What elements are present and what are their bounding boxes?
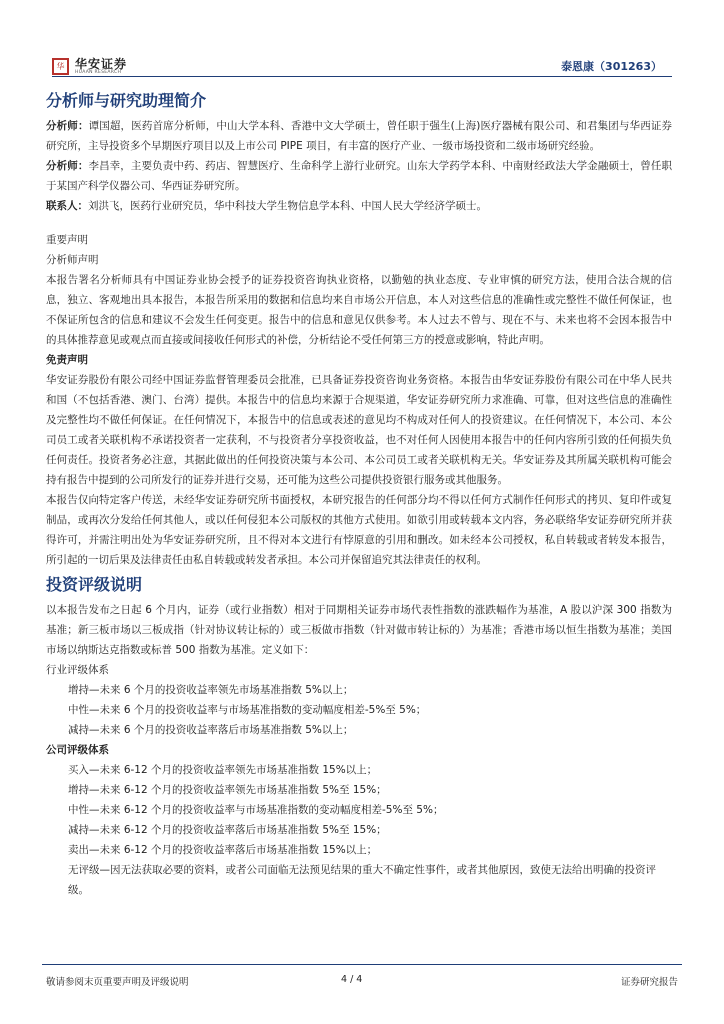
contact-label: 联系人： (46, 200, 88, 212)
industry-rating-item: 增持—未来 6 个月的投资收益率领先市场基准指数 5%以上； (68, 684, 354, 696)
logo-name-cn: 华安证券 (75, 57, 128, 71)
page-body (46, 90, 672, 900)
analyst-statement-title: 分析师声明 (46, 254, 99, 266)
industry-rating-list (46, 680, 672, 740)
exemption-paragraph-2: 本报告仅向特定客户传送，未经华安证券研究所书面授权，本研究报告的任何部分均不得以任何方式制作任何形式的拷贝、复印件或复制品，或再次分发给任何其他人，或以任何侵犯本公司版权的其他方式使用。如欲引用或转载本文内容，务必联络华安证券研究所并获得许可，并需注明出处为华安证券研究所，且不得对本文进行有悖原意的引用和删改。如未经本公司授权，私自转载或者转发本报告，所引起的一切后果及法律责任由私自转载或转发者承担。本公司并保留追究其法律责任的权利。 (46, 494, 672, 566)
analyst-statement-text: 本报告署名分析师具有中国证券业协会授予的证券投资咨询执业资格，以勤勉的执业态度、专业审慎的研究方法，使用合法合规的信息，独立、客观地出具本报告，本报告所采用的数据和信息均来自市场公开信息，本人对这些信息的准确性或完整性不做任何保证，也不保证所包含的信息和建议不会发生任何变更。报告中的信息和意见仅供参考。本人过去不曾与、现在不与、未来也将不会因本报告中的具体推荐意见或观点而直接或间接收任何形式的补偿，分析结论不受任何第三方的授意或影响，特此声明。 (46, 274, 672, 346)
footer-divider (42, 964, 682, 965)
footer-notice: 敬请参阅末页重要声明及评级说明 (46, 977, 189, 988)
company-rating-item: 卖出—未来 6-12 个月的投资收益率落后市场基准指数 15%以上； (68, 844, 378, 856)
analyst-1-label: 分析师： (46, 120, 89, 132)
no-rating-item: 无评级—因无法获取必要的资料，或者公司面临无法预见结果的重大不确定性事件，或者其他原因，致使无法给出明确的投资评级。 (68, 864, 656, 896)
analyst-2-bio (46, 156, 672, 196)
contact-text: 刘洪飞，医药行业研究员，华中科技大学生物信息学本科、中国人民大学经济学硕士。 (88, 200, 487, 212)
footer-report-type: 证券研究报告 (620, 977, 678, 988)
rating-intro: 以本报告发布之日起 6 个月内，证券（或行业指数）相对于同期相关证券市场代表性指数的涨跌幅作为基准，A 股以沪深 300 指数为基准；新三板市场以三板成指（针对协议转让标的）或三板做市指数（针对做市转让标的）为基准；香港市场以恒生指数为基准；美国市场以纳斯达克指数或标普 500 指数为基准。定义如下： (46, 604, 672, 656)
header-divider (52, 76, 672, 77)
company-rating-title: 公司评级体系 (46, 744, 109, 756)
analyst-2-label: 分析师： (46, 160, 89, 172)
important-notice-title: 重要声明 (46, 234, 88, 246)
industry-rating-item: 减持—未来 6 个月的投资收益率落后市场基准指数 5%以上； (68, 724, 354, 736)
logo-name-en: HUAAN RESEARCH (75, 70, 122, 75)
analyst-section-title: 分析师与研究助理简介 (46, 91, 207, 110)
company-rating-list (46, 760, 672, 900)
company-name: 泰恩康（301263） (561, 60, 662, 73)
rating-section-title: 投资评级说明 (46, 575, 143, 594)
analyst-1-bio (46, 116, 672, 156)
analyst-2-text: 李昌幸，主要负责中药、药店、智慧医疗、生命科学上游行业研究。山东大学药学本科、中南财经政法大学金融硕士，曾任职于某国产科学仪器公司、华西证券研究所。 (46, 160, 673, 192)
company-rating-item: 买入—未来 6-12 个月的投资收益率领先市场基准指数 15%以上； (68, 764, 378, 776)
exemption-paragraph-1: 华安证券股份有限公司经中国证券监督管理委员会批准，已具备证券投资咨询业务资格。本报告由华安证券股份有限公司在中华人民共和国（不包括香港、澳门、台湾）提供。本报告中的信息均来源于合规渠道，华安证券研究所力求准确、可靠，但对这些信息的准确性及完整性均不做任何保证。在任何情况下，本报告中的信息或表述的意见均不构成对任何人的投资建议。在任何情况下，本公司、本公司员工或者关联机构不承诺投资者一定获利，不与投资者分享投资收益，也不对任何人因使用本报告中的任何内容所引致的任何损失负任何责任。投资者务必注意，其据此做出的任何投资决策与本公司、本公司员工或者关联机构无关。华安证券及其所属关联机构可能会持有报告中提到的公司所发行的证券并进行交易，还可能为这些公司提供投资银行服务或其他服务。 (46, 374, 672, 486)
company-rating-item: 减持—未来 6-12 个月的投资收益率落后市场基准指数 5%至 15%； (68, 824, 387, 836)
contact-bio (46, 196, 672, 216)
logo-seal-icon: 华 (52, 58, 69, 75)
company-rating-item: 增持—未来 6-12 个月的投资收益率领先市场基准指数 5%至 15%； (68, 784, 387, 796)
exemption-title: 免责声明 (46, 354, 88, 366)
company-rating-item: 中性—未来 6-12 个月的投资收益率与市场基准指数的变动幅度相差-5%至 5%； (68, 804, 444, 816)
industry-rating-item: 中性—未来 6 个月的投资收益率与市场基准指数的变动幅度相差-5%至 5%； (68, 704, 427, 716)
analyst-1-text: 谭国超，医药首席分析师，中山大学本科、香港中文大学硕士，曾任职于强生(上海)医疗器械有限公司、和君集团与华西证券研究所，主导投资多个早期医疗项目以及上市公司 PIPE 项目，有丰富的医疗产业、一级市场投资和二级市场研究经验。 (46, 120, 673, 152)
industry-rating-title: 行业评级体系 (46, 664, 109, 676)
page-number: 4 / 4 (341, 974, 363, 985)
brand-logo (52, 58, 127, 76)
